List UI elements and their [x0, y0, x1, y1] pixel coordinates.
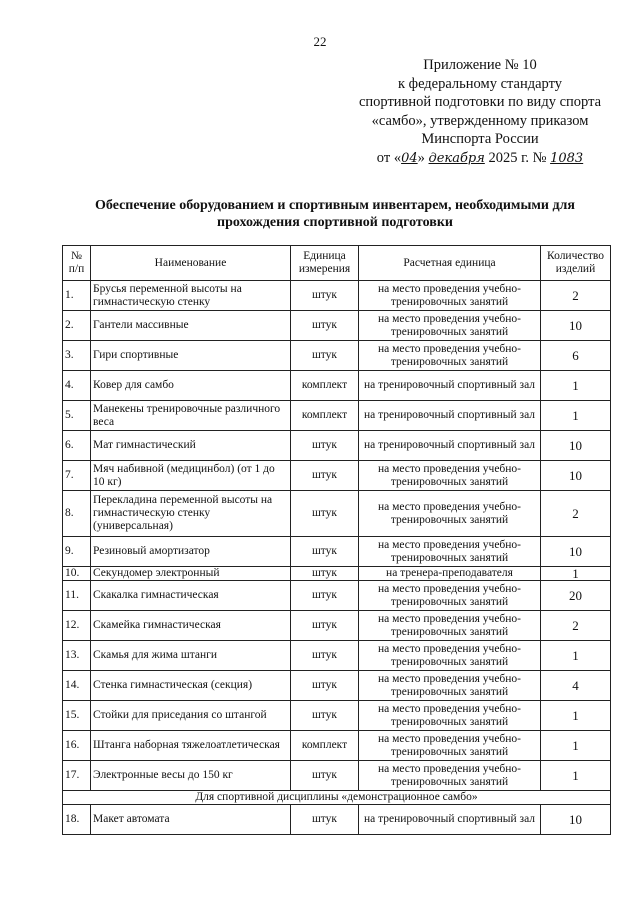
cell-unit: штук: [291, 805, 359, 835]
cell-number: 3.: [63, 341, 91, 371]
cell-number: 5.: [63, 401, 91, 431]
cell-name: Электронные весы до 150 кг: [91, 761, 291, 791]
header-calc-unit: Расчетная единица: [359, 246, 541, 281]
appendix-line: «самбо», утвержденному приказом: [371, 112, 589, 129]
cell-unit: комплект: [291, 401, 359, 431]
handwritten-month: декабря: [428, 150, 485, 166]
cell-calc-unit: на место проведения учебно-тренировочных занятий: [359, 761, 541, 791]
table-row: [63, 491, 611, 537]
cell-quantity: 1: [541, 761, 611, 791]
cell-name: Стенка гимнастическая (секция): [91, 671, 291, 701]
cell-name: Скамейка гимнастическая: [91, 611, 291, 641]
table-row: [63, 431, 611, 461]
handwritten-day: 04: [401, 150, 418, 166]
date-prefix: от «: [376, 149, 402, 166]
cell-quantity: 10: [541, 537, 611, 567]
table-row: [63, 641, 611, 671]
cell-unit: штук: [291, 491, 359, 537]
table-row: [63, 611, 611, 641]
cell-name: Скамья для жима штанги: [91, 641, 291, 671]
cell-unit: штук: [291, 611, 359, 641]
cell-quantity: 2: [541, 491, 611, 537]
header-quantity: Количество изделий: [541, 246, 611, 281]
cell-calc-unit: на тренировочный спортивный зал: [359, 401, 541, 431]
table-row: [63, 401, 611, 431]
table-row: [63, 371, 611, 401]
cell-quantity: 1: [541, 701, 611, 731]
table-row: [63, 537, 611, 567]
table-row: [63, 311, 611, 341]
cell-number: 18.: [63, 805, 91, 835]
cell-unit: штук: [291, 341, 359, 371]
cell-calc-unit: на место проведения учебно-тренировочных занятий: [359, 731, 541, 761]
table-row: [63, 701, 611, 731]
cell-calc-unit: на тренировочный спортивный зал: [359, 431, 541, 461]
cell-unit: штук: [291, 671, 359, 701]
cell-quantity: 10: [541, 805, 611, 835]
cell-name: Манекены тренировочные различного веса: [91, 401, 291, 431]
document-title: Обеспечение оборудованием и спортивным инвентарем, необходимыми для прохождения спортивной подготовки: [95, 198, 575, 230]
cell-number: 8.: [63, 491, 91, 537]
cell-number: 16.: [63, 731, 91, 761]
cell-quantity: 10: [541, 461, 611, 491]
cell-unit: штук: [291, 641, 359, 671]
cell-quantity: 4: [541, 671, 611, 701]
appendix-line: Минспорта России: [421, 131, 539, 147]
header-unit: Единица измерения: [291, 246, 359, 281]
cell-quantity: 10: [541, 431, 611, 461]
appendix-line: спортивной подготовки по виду спорта: [358, 94, 602, 110]
cell-calc-unit: на место проведения учебно-тренировочных занятий: [359, 311, 541, 341]
cell-number: 1.: [63, 281, 91, 311]
cell-number: 4.: [63, 371, 91, 401]
table-row: [63, 461, 611, 491]
cell-calc-unit: на тренера-преподавателя: [359, 567, 541, 581]
cell-quantity: 1: [541, 641, 611, 671]
table-header-row: [63, 246, 611, 281]
table-row: [63, 671, 611, 701]
cell-name: Ковер для самбо: [91, 371, 291, 401]
cell-number: 6.: [63, 431, 91, 461]
page-number: 22: [313, 34, 327, 49]
appendix-line: Приложение № 10: [423, 57, 537, 73]
cell-number: 17.: [63, 761, 91, 791]
cell-number: 11.: [63, 581, 91, 611]
cell-unit: штук: [291, 281, 359, 311]
cell-number: 13.: [63, 641, 91, 671]
table-row: [63, 341, 611, 371]
table-row: [63, 805, 611, 835]
cell-calc-unit: на место проведения учебно-тренировочных занятий: [359, 537, 541, 567]
equipment-table: [62, 245, 611, 835]
cell-quantity: 6: [541, 341, 611, 371]
cell-calc-unit: на место проведения учебно-тренировочных занятий: [359, 341, 541, 371]
cell-number: 14.: [63, 671, 91, 701]
cell-unit: штук: [291, 761, 359, 791]
header-name: Наименование: [91, 246, 291, 281]
cell-quantity: 2: [541, 281, 611, 311]
cell-quantity: 10: [541, 311, 611, 341]
cell-name: Гантели массивные: [91, 311, 291, 341]
cell-calc-unit: на место проведения учебно-тренировочных занятий: [359, 461, 541, 491]
cell-name: Мяч набивной (медицинбол) (от 1 до 10 кг): [91, 461, 291, 491]
section-row: [63, 791, 611, 805]
table-row: [63, 761, 611, 791]
cell-name: Штанга наборная тяжелоатлетическая: [91, 731, 291, 761]
cell-number: 12.: [63, 611, 91, 641]
cell-quantity: 1: [541, 401, 611, 431]
cell-name: Гири спортивные: [91, 341, 291, 371]
cell-calc-unit: на место проведения учебно-тренировочных занятий: [359, 491, 541, 537]
cell-number: 2.: [63, 311, 91, 341]
cell-calc-unit: на место проведения учебно-тренировочных занятий: [359, 641, 541, 671]
cell-unit: комплект: [291, 371, 359, 401]
cell-unit: штук: [291, 431, 359, 461]
cell-number: 10.: [63, 567, 91, 581]
cell-calc-unit: на тренировочный спортивный зал: [359, 371, 541, 401]
cell-unit: штук: [291, 311, 359, 341]
cell-unit: штук: [291, 581, 359, 611]
cell-unit: штук: [291, 701, 359, 731]
cell-name: Скакалка гимнастическая: [91, 581, 291, 611]
cell-quantity: 2: [541, 611, 611, 641]
cell-name: Брусья переменной высоты на гимнастическую стенку: [91, 281, 291, 311]
cell-quantity: 1: [541, 567, 611, 581]
appendix-line: к федеральному стандарту: [398, 75, 562, 92]
section-title: Для спортивной дисциплины «демонстрационное самбо»: [63, 791, 611, 805]
cell-unit: комплект: [291, 731, 359, 761]
appendix-header: [350, 56, 610, 168]
date-mid: »: [417, 149, 425, 166]
cell-name: Резиновый амортизатор: [91, 537, 291, 567]
cell-calc-unit: на место проведения учебно-тренировочных занятий: [359, 281, 541, 311]
cell-number: 15.: [63, 701, 91, 731]
cell-unit: штук: [291, 537, 359, 567]
cell-unit: штук: [291, 567, 359, 581]
order-date-line: [350, 149, 610, 169]
cell-number: 7.: [63, 461, 91, 491]
table-row: [63, 281, 611, 311]
cell-calc-unit: на место проведения учебно-тренировочных занятий: [359, 671, 541, 701]
header-number: № п/п: [63, 246, 91, 281]
cell-calc-unit: на тренировочный спортивный зал: [359, 805, 541, 835]
handwritten-number: 1083: [550, 150, 584, 166]
cell-calc-unit: на место проведения учебно-тренировочных занятий: [359, 701, 541, 731]
table-row: [63, 567, 611, 581]
cell-name: Стойки для приседания со штангой: [91, 701, 291, 731]
date-year: 2025 г. №: [488, 149, 547, 166]
cell-name: Мат гимнастический: [91, 431, 291, 461]
cell-name: Секундомер электронный: [91, 567, 291, 581]
table-row: [63, 731, 611, 761]
cell-calc-unit: на место проведения учебно-тренировочных занятий: [359, 581, 541, 611]
cell-unit: штук: [291, 461, 359, 491]
table-row: [63, 581, 611, 611]
cell-quantity: 1: [541, 731, 611, 761]
cell-name: Макет автомата: [91, 805, 291, 835]
cell-calc-unit: на место проведения учебно-тренировочных занятий: [359, 611, 541, 641]
cell-number: 9.: [63, 537, 91, 567]
cell-quantity: 20: [541, 581, 611, 611]
cell-name: Перекладина переменной высоты на гимнастическую стенку (универсальная): [91, 491, 291, 537]
cell-quantity: 1: [541, 371, 611, 401]
